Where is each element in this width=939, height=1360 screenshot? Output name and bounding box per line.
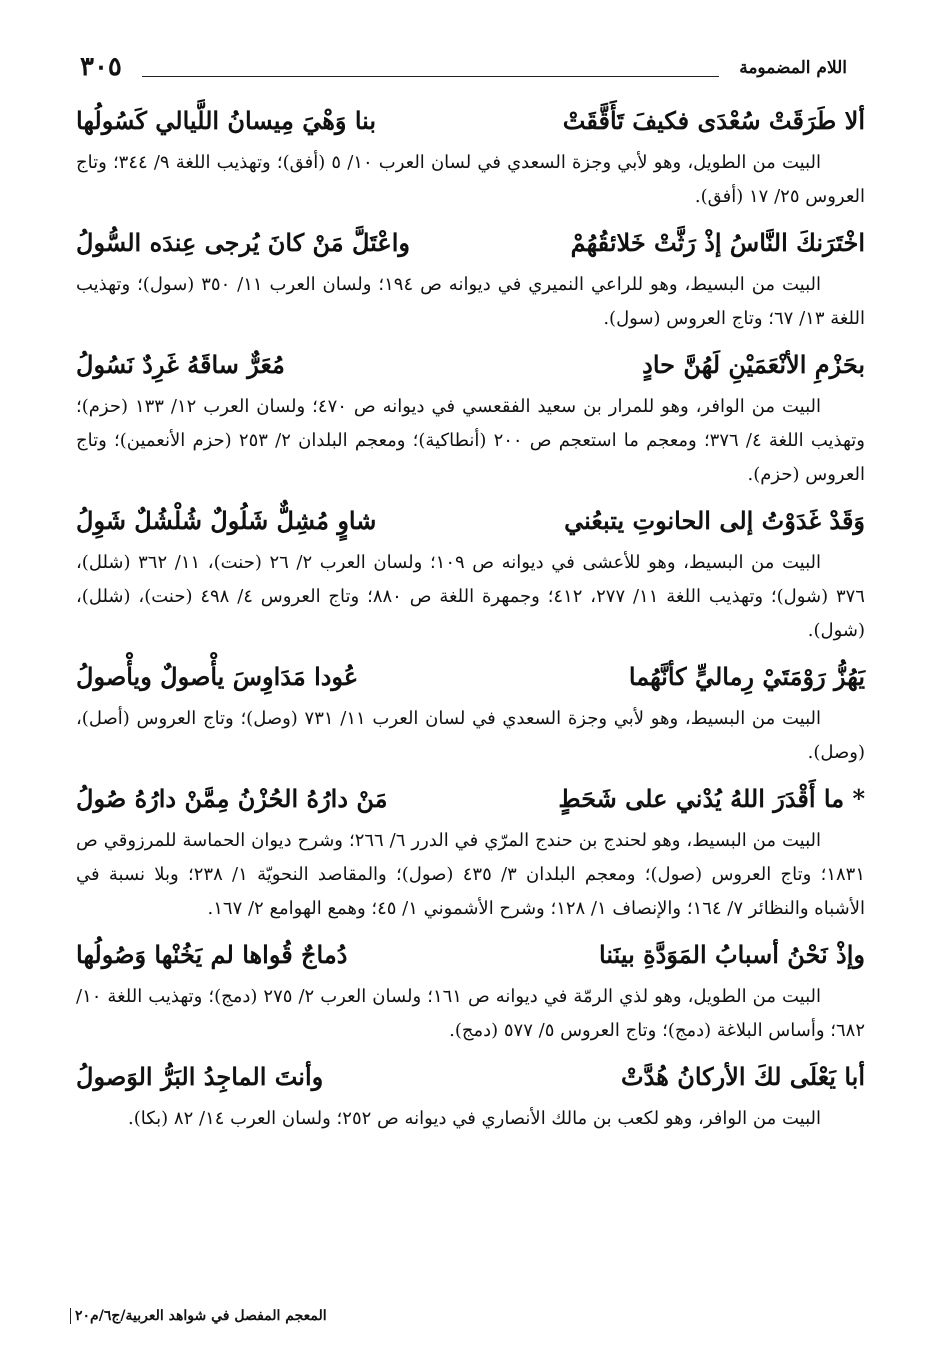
verse-note: البيت من البسيط، وهو لحندج بن حندج المرّي في الدرر ٦/ ٢٦٦؛ وشرح ديوان الحماسة للمرزوقي ص ١٨٣١؛ وتاج العروس (صول)؛ ومعجم البلدان ٣/ ٤٣٥ (صول)؛ والمقاصد النحويّة ١/ ٢٣٨؛ وبلا نسبة في الأشباه والنظائر ٧/ ١٦٤؛ والإنصاف ١/ ١٢٨؛ وشرح الأشموني ١/ ٤٥؛ وهمع الهوامع ٢/ ١٦٧.	[76, 830, 865, 919]
verse-entry-6	[76, 774, 865, 926]
verse-note: البيت من الطويل، وهو لذي الرمّة في ديوانه ص ١٦١؛ ولسان العرب ٢/ ٢٧٥ (دمج)؛ وتهذيب اللغة ١٠/ ٦٨٢؛ وأساس البلاغة (دمج)؛ وتاج العروس ٥/ ٥٧٧ (دمج).	[76, 986, 865, 1041]
verse-entries	[76, 96, 865, 1140]
verse-note: البيت من البسيط، وهو للراعي النميري في ديوانه ص ١٩٤؛ ولسان العرب ١١/ ٣٥٠ (سول)؛ وتهذيب اللغة ١٣/ ٦٧؛ وتاج العروس (سول).	[76, 274, 865, 329]
verse-line	[76, 1052, 865, 1102]
second-hemistich: شاوٍ مُشِلٌّ شَلُولٌ شُلْشُلٌ شَوِلُ	[76, 506, 377, 535]
first-hemistich: وَقَدْ غَدَوْتُ إلى الحانوتِ يتبعُني	[564, 506, 865, 535]
verse-line	[76, 774, 865, 824]
first-hemistich: أبا يَعْلَى لكَ الأركانُ هُدَّتْ	[621, 1062, 865, 1091]
verse-line	[76, 218, 865, 268]
second-hemistich: دُماجٌ قُواها لم يَخُنْها وَصُولُها	[76, 940, 348, 969]
verse-note: البيت من البسيط، وهو لأبي وجزة السعدي في لسان العرب ١١/ ٧٣١ (وصل)؛ وتاج العروس (أصل)، (وصل).	[76, 708, 865, 763]
page-header	[80, 52, 847, 86]
verse-note: البيت من الوافر، وهو للمرار بن سعيد الفقعسي في ديوانه ص ٤٧٠؛ ولسان العرب ١٢/ ١٣٣ (حزم)؛ وتهذيب اللغة ٤/ ٣٧٦؛ ومعجم ما استعجم ص ٢٠٠ (أنطاكية)؛ ومعجم البلدان ٢/ ٢٥٣ (حزم الأنعمين)؛ وتاج العروس (حزم).	[76, 396, 865, 485]
first-hemistich: اخْتَرَنكَ النَّاسُ إذْ رَثَّتْ خَلائقُهُمْ	[570, 228, 865, 257]
second-hemistich: مُعَرٌّ ساقَهُ غَرِدٌ نَسُولُ	[76, 350, 285, 379]
verse-entry-2	[76, 218, 865, 336]
second-hemistich: بنا وَهْيَ مِيسانُ اللَّيالي كَسُولُها	[76, 106, 377, 135]
verse-line	[76, 340, 865, 390]
verse-line	[76, 496, 865, 546]
verse-line	[76, 96, 865, 146]
verse-note: البيت من الوافر، وهو لكعب بن مالك الأنصاري في ديوانه ص ٢٥٢؛ ولسان العرب ١٤/ ٨٢ (بكا).	[127, 1108, 821, 1129]
verse-entry-1	[76, 96, 865, 214]
second-hemistich: عُودا مَدَاوِسَ يأْصولٌ ويأْصولُ	[76, 662, 359, 691]
verse-line	[76, 930, 865, 980]
verse-entry-3	[76, 340, 865, 492]
first-hemistich: يَهُزُّ رَوْمَتَيْ رِماليٍّ كأنَّهُما	[628, 662, 865, 691]
second-hemistich: وأنتَ الماجِدُ البَرُّ الوَصولُ	[76, 1062, 324, 1091]
second-hemistich: واعْتَلَّ مَنْ كانَ يُرجى عِندَه السُّولُ	[76, 228, 410, 257]
verse-entry-8	[76, 1052, 865, 1136]
first-hemistich: وإذْ نَحْنُ أسبابُ المَوَدَّةِ بينَنا	[599, 940, 865, 969]
first-hemistich: بحَزْمِ الأنْعَمَيْنِ لَهُنَّ حادٍ	[642, 350, 865, 379]
first-hemistich: ألا طَرَقَتْ سُعْدَى فكيفَ تَأَقَّقَتْ	[562, 106, 865, 135]
chapter-title: اللام المضمومة	[739, 58, 847, 78]
verse-note: البيت من الطويل، وهو لأبي وجزة السعدي في لسان العرب ١٠/ ٥ (أفق)؛ وتهذيب اللغة ٩/ ٣٤٤؛ وتاج العروس ٢٥/ ١٧ (أفق).	[76, 152, 865, 207]
second-hemistich: مَنْ دارُهُ الحُزْنُ مِمَّنْ دارُهُ صُولُ	[76, 784, 388, 813]
verse-note: البيت من البسيط، وهو للأعشى في ديوانه ص ١٠٩؛ ولسان العرب ٢/ ٢٦ (حنت)، ١١/ ٣٦٢ (شلل)، ٣٧٦ (شول)؛ وتهذيب اللغة ١١/ ٢٧٧، ٤١٢؛ وجمهرة اللغة ص ٨٨٠؛ وتاج العروس ٤/ ٤٩٨ (حنت)، (شلل)، (شول).	[76, 552, 865, 641]
header-rule	[142, 76, 719, 77]
verse-entry-7	[76, 930, 865, 1048]
page-number: ٣٠٥	[80, 52, 122, 82]
verse-line	[76, 652, 865, 702]
page-footer: المعجم المفصل في شواهد العربية/ج٦/م٢٠	[70, 1308, 327, 1324]
first-hemistich: * ما أَقْدَرَ اللهُ يُدْني على شَحَطٍ	[558, 784, 865, 813]
verse-entry-5	[76, 652, 865, 770]
verse-entry-4	[76, 496, 865, 648]
